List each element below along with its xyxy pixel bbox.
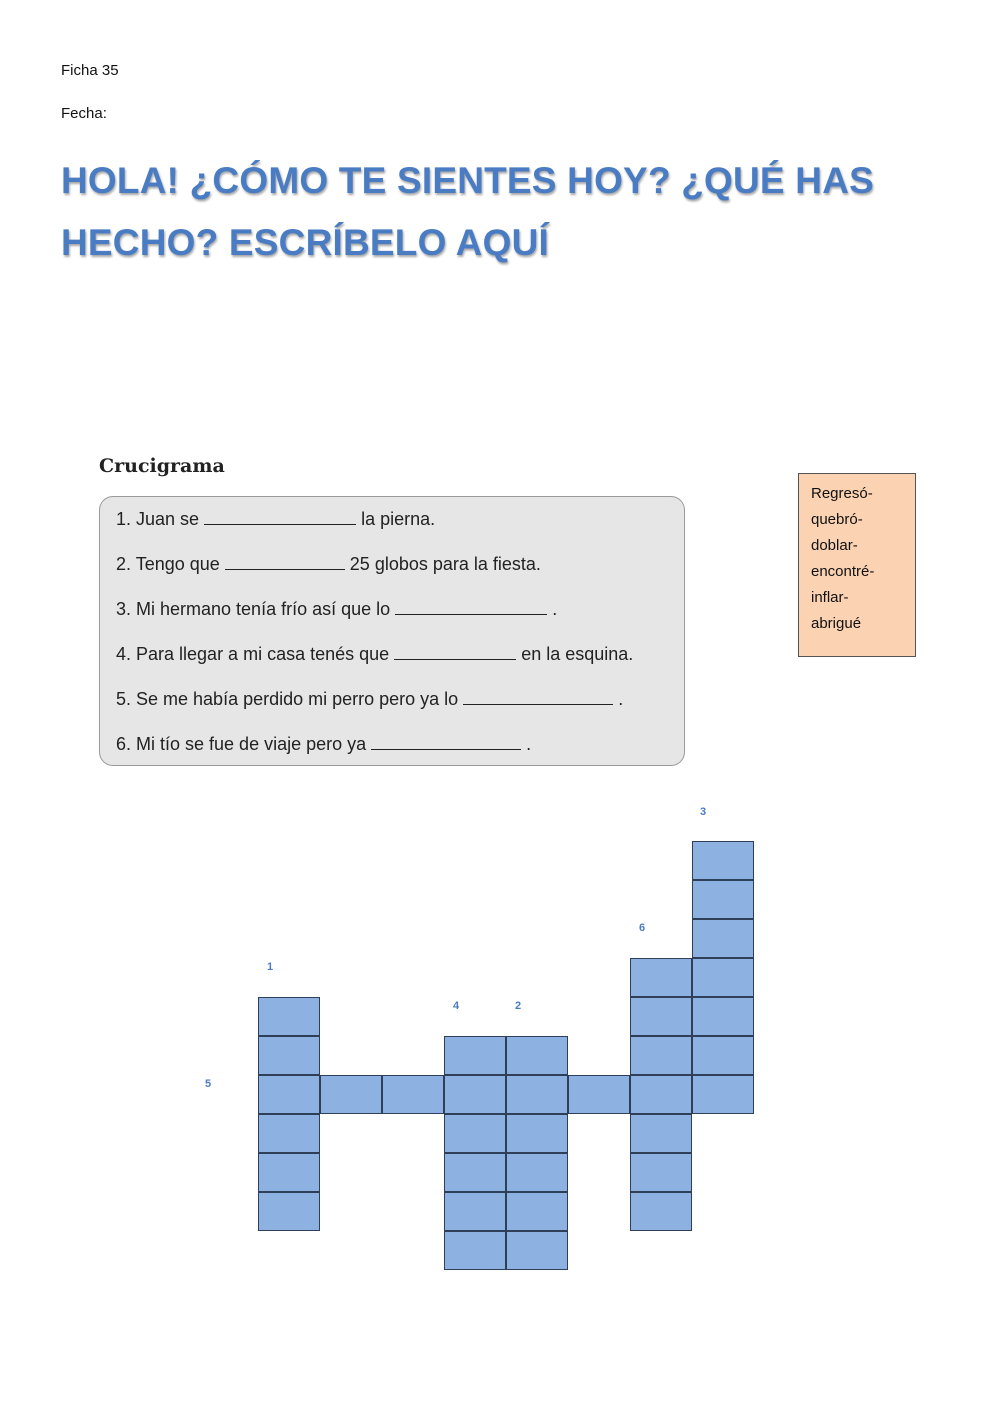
word-bank-item: doblar- (811, 537, 858, 554)
grid-cell[interactable] (630, 1036, 692, 1075)
grid-cell[interactable] (506, 1231, 568, 1270)
grid-cell[interactable] (320, 1075, 382, 1114)
clue-number-4: 4 (453, 1000, 460, 1012)
grid-cell[interactable] (692, 880, 754, 919)
clue-text: . (526, 734, 532, 754)
clue-5 (116, 689, 623, 710)
word-bank (798, 473, 916, 657)
grid-cell[interactable] (692, 841, 754, 880)
clue-text: 5. Se me había perdido mi perro pero ya lo (116, 689, 459, 709)
answer-blank[interactable] (394, 647, 516, 660)
grid-cell[interactable] (506, 1075, 568, 1114)
grid-cell[interactable] (692, 919, 754, 958)
answer-blank[interactable] (225, 557, 345, 570)
answer-blank[interactable] (463, 692, 613, 705)
clue-number-5: 5 (205, 1078, 212, 1090)
answer-blank[interactable] (395, 602, 547, 615)
clue-number-3: 3 (700, 806, 707, 818)
grid-cell[interactable] (444, 1075, 506, 1114)
grid-cell[interactable] (630, 1153, 692, 1192)
grid-cell[interactable] (630, 997, 692, 1036)
grid-cell[interactable] (630, 1075, 692, 1114)
grid-cell[interactable] (444, 1036, 506, 1075)
clue-1 (116, 509, 435, 530)
clue-text: 4. Para llegar a mi casa tenés que (116, 644, 390, 664)
clue-text: 25 globos para la fiesta. (349, 554, 541, 574)
grid-cell[interactable] (258, 997, 320, 1036)
clue-text: . (552, 599, 558, 619)
clue-number-2: 2 (515, 1000, 522, 1012)
word-bank-item: Regresó- (811, 485, 873, 502)
clue-text: . (618, 689, 624, 709)
grid-cell[interactable] (630, 958, 692, 997)
grid-cell[interactable] (506, 1153, 568, 1192)
grid-cell[interactable] (444, 1153, 506, 1192)
grid-cell[interactable] (444, 1192, 506, 1231)
grid-cell[interactable] (506, 1036, 568, 1075)
grid-cell[interactable] (692, 997, 754, 1036)
grid-cell[interactable] (258, 1114, 320, 1153)
grid-cell[interactable] (568, 1075, 630, 1114)
crossword-heading: Crucigrama (99, 455, 225, 477)
page-title (61, 150, 941, 274)
word-bank-item: encontré- (811, 563, 875, 580)
grid-cell[interactable] (258, 1153, 320, 1192)
grid-cell[interactable] (258, 1192, 320, 1231)
title-line-1: HOLA! ¿CÓMO TE SIENTES HOY? ¿QUÉ HAS (61, 160, 874, 201)
grid-cell[interactable] (692, 1075, 754, 1114)
clue-3 (116, 599, 557, 620)
grid-cell[interactable] (258, 1036, 320, 1075)
grid-cell[interactable] (506, 1192, 568, 1231)
clue-text: en la esquina. (521, 644, 634, 664)
sheet-number: Ficha 35 (61, 62, 119, 79)
clue-box (99, 496, 685, 766)
clue-4 (116, 644, 633, 665)
grid-cell[interactable] (506, 1114, 568, 1153)
grid-cell[interactable] (692, 958, 754, 997)
clue-text: 2. Tengo que (116, 554, 220, 574)
grid-cell[interactable] (444, 1114, 506, 1153)
grid-cell[interactable] (630, 1192, 692, 1231)
answer-blank[interactable] (204, 512, 356, 525)
grid-cell[interactable] (382, 1075, 444, 1114)
clue-number-1: 1 (267, 961, 274, 973)
clue-number-6: 6 (639, 922, 646, 934)
word-bank-item: abrigué (811, 615, 862, 632)
clue-6 (116, 734, 531, 755)
clue-text: 3. Mi hermano tenía frío así que lo (116, 599, 391, 619)
word-bank-item: quebró- (811, 511, 863, 528)
clue-2 (116, 554, 541, 575)
grid-cell[interactable] (692, 1036, 754, 1075)
answer-blank[interactable] (371, 737, 521, 750)
date-label: Fecha: (61, 105, 107, 122)
title-line-2: HECHO? ESCRÍBELO AQUÍ (61, 222, 549, 263)
clue-text: la pierna. (361, 509, 436, 529)
word-bank-item: inflar- (811, 589, 849, 606)
clue-text: 1. Juan se (116, 509, 200, 529)
grid-cell[interactable] (630, 1114, 692, 1153)
grid-cell[interactable] (444, 1231, 506, 1270)
grid-cell[interactable] (258, 1075, 320, 1114)
clue-text: 6. Mi tío se fue de viaje pero ya (116, 734, 367, 754)
